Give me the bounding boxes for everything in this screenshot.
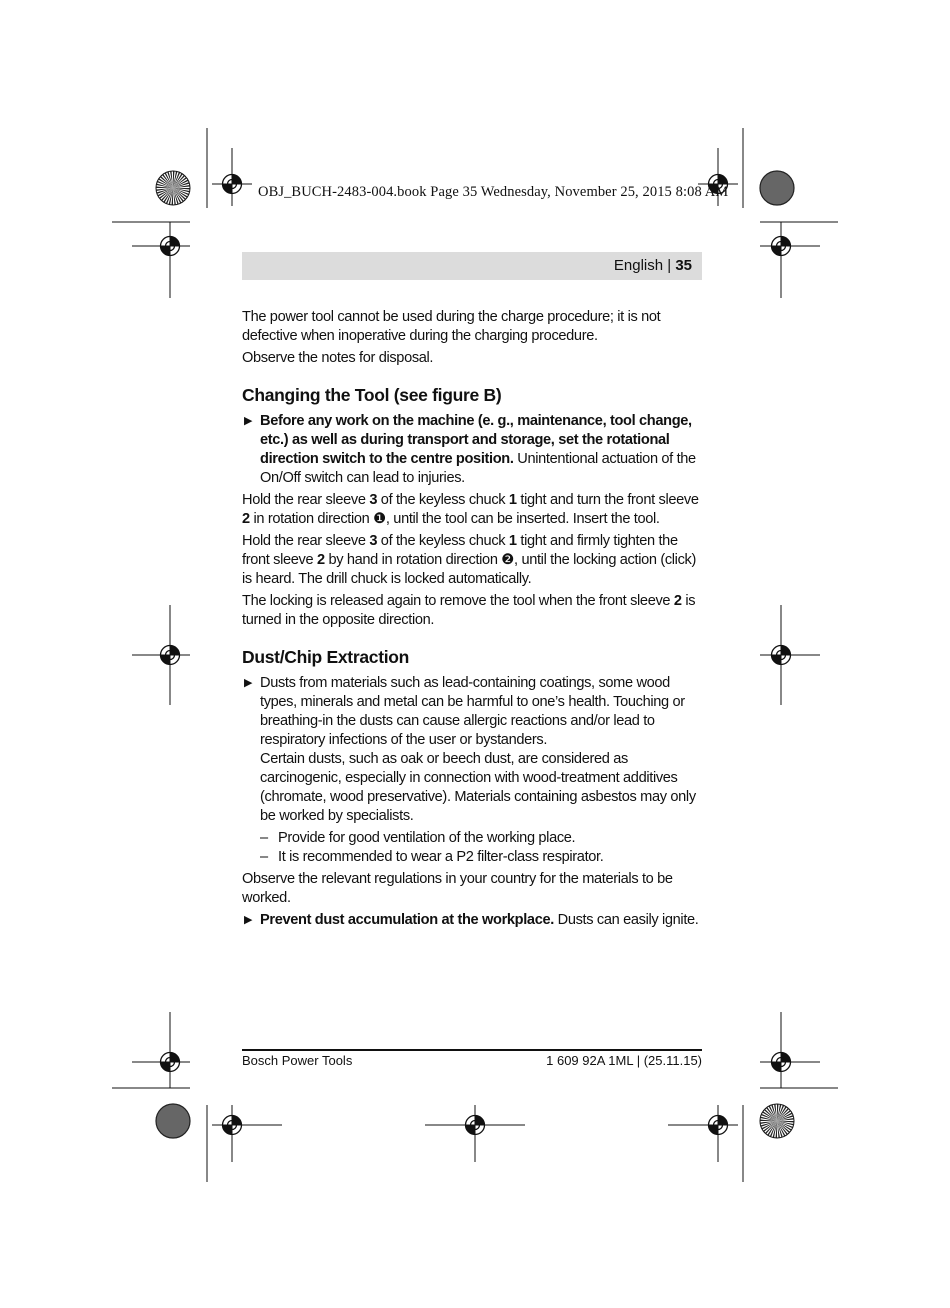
text: of the keyless chuck: [377, 533, 509, 549]
warning-bullet-2: [242, 674, 702, 826]
main-content: [242, 308, 702, 933]
starburst-mark: [760, 1104, 794, 1138]
header-text: [614, 257, 692, 274]
warning-text: Unintentional actuation of the On/Off switch can lead to injuries.: [260, 451, 696, 486]
paragraph-regulations: Observe the relevant regulations in your country for the materials to be worked.: [242, 871, 673, 906]
text: , until the locking action (click) is heard. The drill chuck is locked automatically.: [242, 552, 696, 587]
text: tight and turn the front sleeve: [516, 492, 699, 508]
dash-icon: –: [260, 830, 268, 846]
ref-number: 3: [369, 492, 378, 508]
warning-bold-text: Before any work on the machine (e. g., maintenance, tool change, etc.) as well as during transport and storage, set the rotational direction switch to the centre position.: [260, 413, 692, 467]
text: by hand in rotation direction: [324, 552, 502, 568]
header-language: English: [613, 257, 664, 274]
page-header: [242, 252, 702, 280]
footer-rule: [242, 1049, 702, 1051]
ref-number: 1: [508, 492, 517, 508]
text: is turned in the opposite direction.: [242, 593, 696, 628]
text: Hold the rear sleeve: [242, 492, 370, 508]
ref-number: 1: [508, 533, 517, 549]
footer-code: 1 609 92A 1ML | (25.11.15): [546, 1053, 702, 1068]
ref-number: 2: [242, 511, 250, 527]
heading-changing-tool: Changing the Tool (see figure B): [242, 385, 502, 405]
dash-icon: –: [260, 849, 268, 865]
dash-text: Provide for good ventilation of the working place.: [278, 830, 576, 846]
warning-bullet-1: [242, 412, 702, 488]
triangle-right-icon: ▶: [244, 914, 253, 926]
warning-text: Dusts can easily ignite.: [553, 912, 699, 928]
paragraph-charge: The power tool cannot be used during the charge procedure; it is not defective when inoperative during the charging procedure.: [242, 309, 661, 344]
dust-health-text: Dusts from materials such as lead-containing coatings, some wood types, minerals and metal can be harmful to one’s health. Touching or breathing-in the dusts can cause allergic reactions and/or lead to respiratory infections of the user or bystanders.: [260, 675, 685, 748]
paragraph-insert-tool: [242, 491, 702, 529]
ref-number: 3: [369, 533, 378, 549]
file-slug: OBJ_BUCH-2483-004.book Page 35 Wednesday, November 25, 2015 8:08 AM: [258, 184, 729, 200]
paragraph-disposal: Observe the notes for disposal.: [242, 350, 434, 366]
text: of the keyless chuck: [377, 492, 509, 508]
text: in rotation direction: [249, 511, 374, 527]
heading-dust-extraction: Dust/Chip Extraction: [242, 647, 410, 667]
paragraph-tighten: [242, 532, 702, 589]
page-number: 35: [675, 257, 692, 274]
text: , until the tool can be inserted. Insert the tool.: [385, 511, 660, 527]
dash-text: It is recommended to wear a P2 filter-class respirator.: [278, 849, 604, 865]
triangle-right-icon: ▶: [244, 677, 253, 689]
gray-disc-mark: [760, 171, 794, 205]
footer-brand: Bosch Power Tools: [242, 1053, 353, 1068]
text: The locking is released again to remove the tool when the front sleeve: [242, 593, 674, 609]
ref-number: 2: [673, 593, 682, 609]
text: tight and firmly tighten the front sleeve: [242, 533, 678, 568]
paragraph-release: [242, 592, 702, 630]
starburst-mark: [156, 171, 190, 205]
warning-bold-text: Prevent dust accumulation at the workplace.: [260, 912, 554, 928]
text: Hold the rear sleeve: [242, 533, 370, 549]
dust-carcinogenic-text: Certain dusts, such as oak or beech dust, are considered as carcinogenic, especially in connection with wood-treatment additives (chromate, wood preservative). Materials containing asbestos may only be worked by specialists.: [260, 751, 696, 824]
triangle-right-icon: ▶: [244, 415, 253, 427]
dash-item-ventilation: [242, 829, 702, 848]
direction-1-icon: ❶: [373, 511, 386, 527]
dash-item-respirator: [242, 848, 702, 867]
direction-2-icon: ❷: [501, 552, 515, 568]
header-separator: |: [663, 257, 676, 274]
gray-disc-mark: [156, 1104, 190, 1138]
ref-number: 2: [316, 552, 325, 568]
warning-bullet-3: [242, 911, 702, 930]
